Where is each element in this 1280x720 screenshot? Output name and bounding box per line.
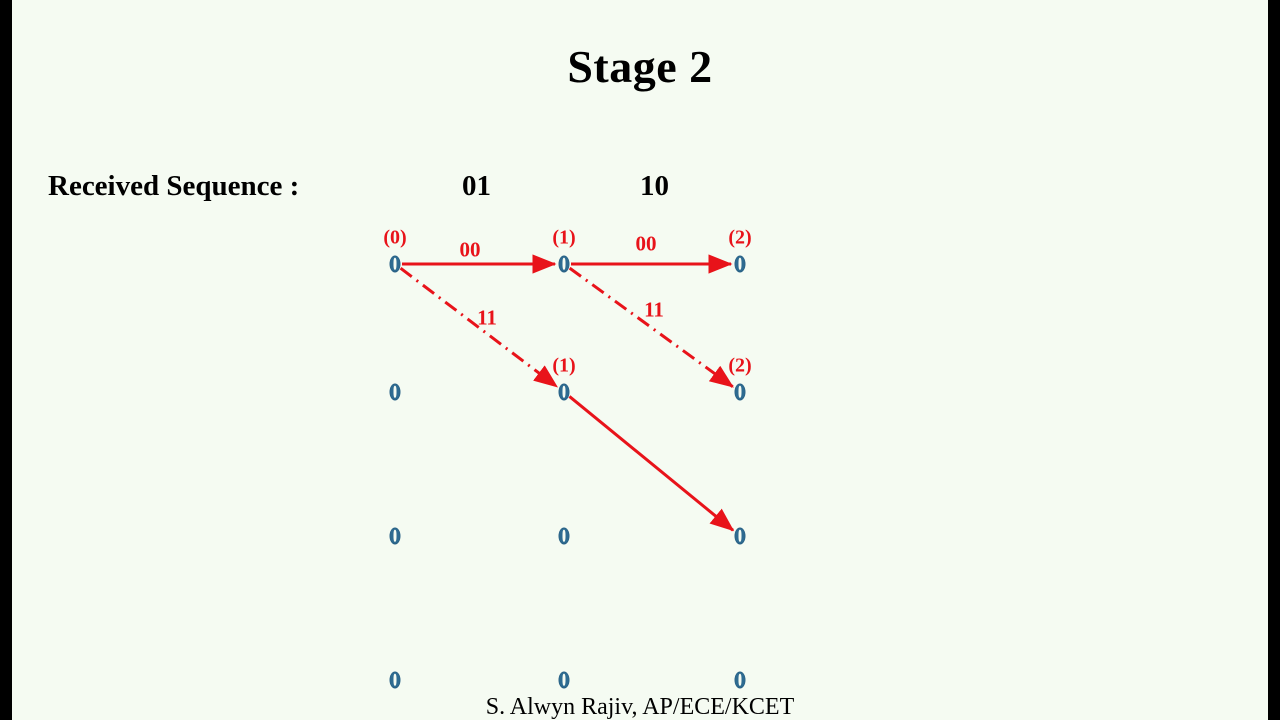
trellis-node-0-0: 0 — [389, 251, 401, 276]
trellis-node-0-3: 0 — [389, 667, 401, 692]
edge-label-3: 11 — [644, 297, 664, 322]
path-metric-1-0: (1) — [552, 226, 576, 249]
trellis-node-0-2: 0 — [389, 523, 401, 548]
path-metric-2-1: (2) — [728, 354, 752, 377]
trellis-node-2-2: 0 — [734, 523, 746, 548]
edge-label-2: 00 — [635, 231, 657, 256]
trellis-edge-4 — [569, 396, 733, 530]
trellis-node-2-3: 0 — [734, 667, 746, 692]
path-metric-0-0: (0) — [383, 226, 407, 249]
trellis-node-0-1: 0 — [389, 379, 401, 404]
path-metric-2-0: (2) — [728, 226, 752, 249]
trellis-node-1-3: 0 — [558, 667, 570, 692]
trellis-edge-3 — [570, 268, 733, 387]
trellis-node-2-0: 0 — [734, 251, 746, 276]
trellis-node-2-1: 0 — [734, 379, 746, 404]
received-bit-0: 01 — [462, 170, 491, 202]
page-title: Stage 2 — [567, 41, 713, 92]
trellis-node-1-0: 0 — [558, 251, 570, 276]
received-bit-1: 10 — [640, 170, 669, 202]
received-sequence-label: Received Sequence : — [48, 170, 300, 202]
footer-credit: S. Alwyn Rajiv, AP/ECE/KCET — [485, 694, 795, 720]
path-metric-1-1: (1) — [552, 354, 576, 377]
trellis-node-1-1: 0 — [558, 379, 570, 404]
edge-label-1: 11 — [477, 305, 497, 330]
edge-label-0: 00 — [459, 237, 481, 262]
trellis-node-1-2: 0 — [558, 523, 570, 548]
